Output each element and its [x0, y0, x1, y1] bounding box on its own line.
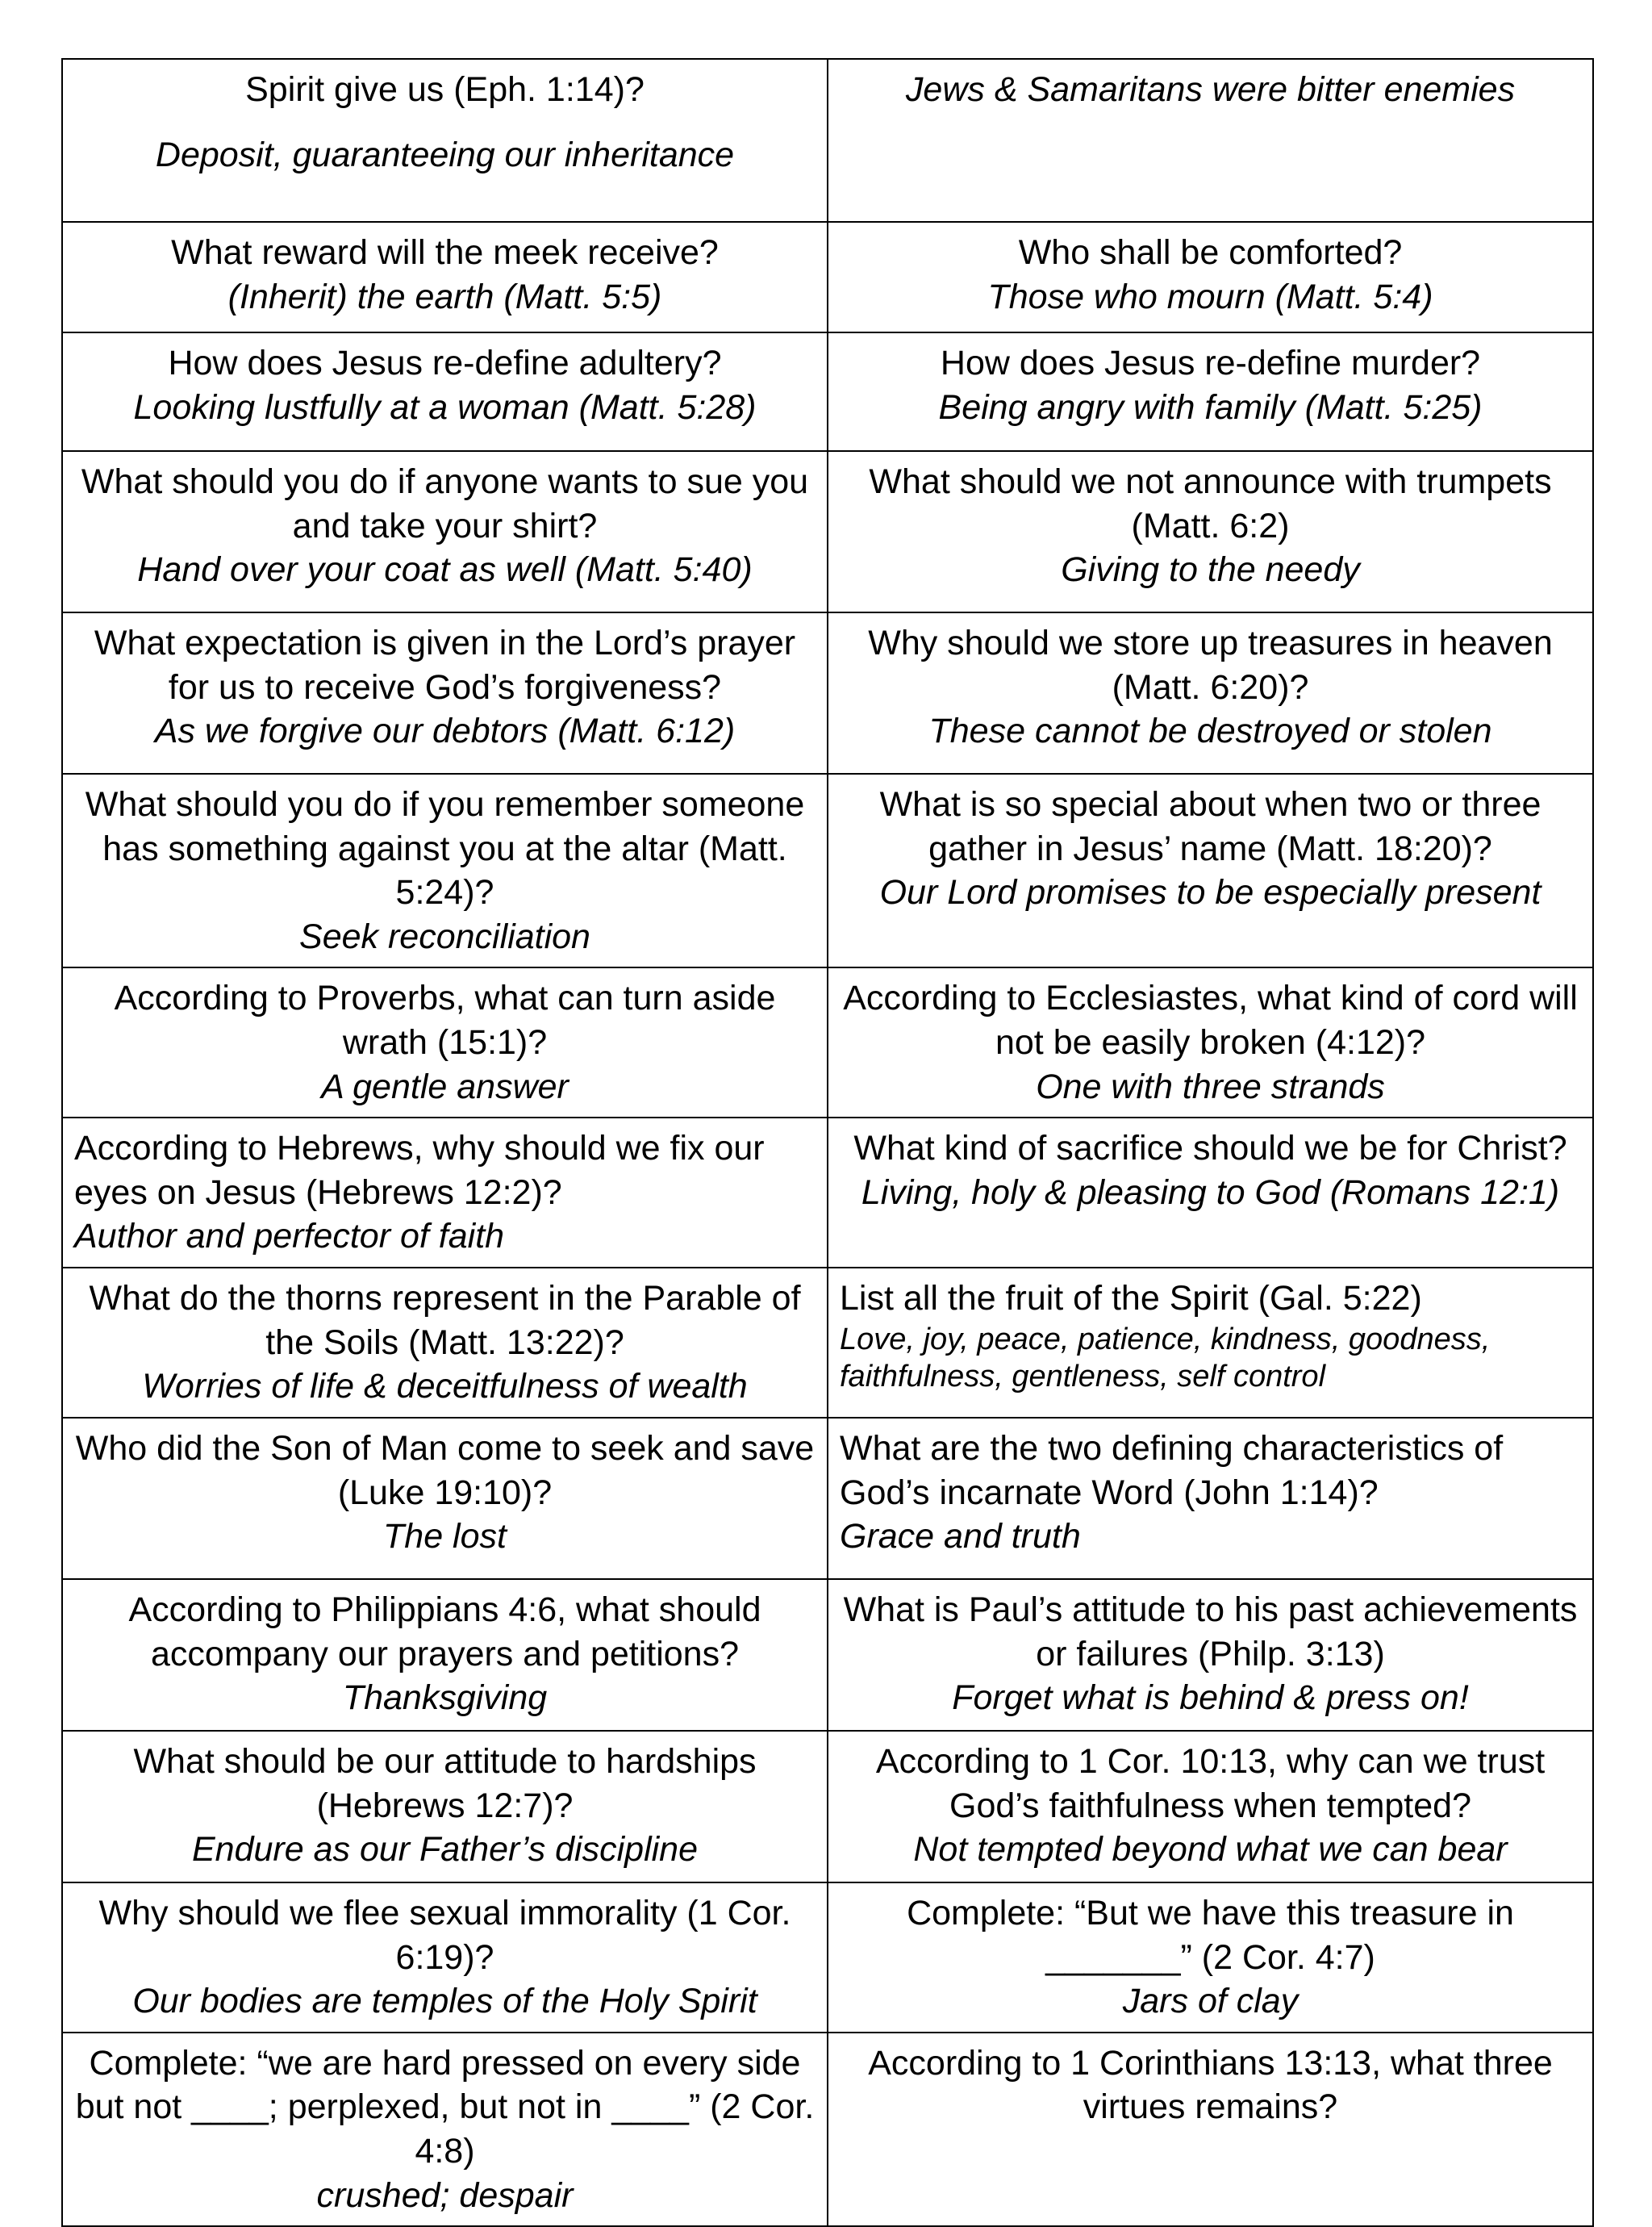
- card-cell-right: [828, 967, 1593, 1118]
- answer-text: Love, joy, peace, patience, kindness, goodness, faithfulness, gentleness, self control: [840, 1322, 1491, 1394]
- answer-text: Endure as our Father’s discipline: [191, 1830, 699, 1870]
- card-cell-right: [828, 59, 1593, 222]
- question-text: List all the fruit of the Spirit (Gal. 5:22): [840, 1279, 1422, 1318]
- question-text: What do the thorns represent in the Parable of the Soils (Matt. 13:22)?: [89, 1279, 801, 1362]
- question-text: What are the two defining characteristics of God’s incarnate Word (John 1:14)?: [840, 1428, 1504, 1512]
- table-row: [62, 774, 1593, 967]
- answer-text: The lost: [383, 1517, 507, 1556]
- card-cell-left: [62, 1418, 828, 1579]
- answer-text: Looking lustfully at a woman (Matt. 5:28): [133, 387, 757, 427]
- answer-text: Living, holy & pleasing to God (Romans 12:1): [861, 1172, 1560, 1212]
- answer-text: Grace and truth: [840, 1517, 1081, 1556]
- flashcard-table: [61, 58, 1594, 2227]
- spacer: [74, 112, 816, 133]
- card-cell-right: [828, 222, 1593, 332]
- question-text: What should you do if anyone wants to sue you and take your shirt?: [81, 462, 809, 545]
- table-row: [62, 1579, 1593, 1731]
- question-text: What should you do if you remember someone has something against you at the altar (Matt. 5:24)?: [85, 785, 805, 913]
- question-text: Why should we flee sexual immorality (1 Cor. 6:19)?: [98, 1893, 791, 1977]
- answer-text: Hand over your coat as well (Matt. 5:40): [137, 550, 753, 590]
- card-cell-left: [62, 222, 828, 332]
- answer-text: Deposit, guaranteeing our inheritance: [155, 135, 735, 174]
- question-text: What kind of sacrifice should we be for Christ?: [853, 1129, 1567, 1168]
- answer-text: One with three strands: [1036, 1067, 1385, 1106]
- answer-text: Our bodies are temples of the Holy Spirit: [132, 1982, 757, 2021]
- answer-text: Our Lord promises to be especially present: [879, 873, 1541, 913]
- card-cell-left: [62, 612, 828, 774]
- card-cell-left: [62, 774, 828, 967]
- table-row: [62, 967, 1593, 1118]
- question-text: According to 1 Corinthians 13:13, what three virtues remains?: [868, 2043, 1553, 2127]
- question-text: Who did the Son of Man come to seek and save (Luke 19:10)?: [75, 1428, 815, 1512]
- table-row: [62, 1418, 1593, 1579]
- answer-text: A gentle answer: [321, 1067, 569, 1106]
- card-cell-right: [828, 1268, 1593, 1418]
- card-cell-left: [62, 59, 828, 222]
- answer-text: Author and perfector of faith: [74, 1217, 505, 1256]
- question-text: What should we not announce with trumpets (Matt. 6:2): [869, 462, 1552, 545]
- card-cell-right: [828, 774, 1593, 967]
- answer-text: Jews & Samaritans were bitter enemies: [905, 70, 1516, 109]
- table-row: [62, 2033, 1593, 2226]
- table-row: [62, 1882, 1593, 2033]
- question-text: What is so special about when two or three gather in Jesus’ name (Matt. 18:20)?: [879, 785, 1541, 868]
- card-cell-left: [62, 1268, 828, 1418]
- question-text: According to Hebrews, why should we fix our eyes on Jesus (Hebrews 12:2)?: [74, 1129, 765, 1212]
- answer-text: Worries of life & deceitfulness of wealth: [142, 1367, 748, 1406]
- card-cell-left: [62, 967, 828, 1118]
- answer-text: Giving to the needy: [1061, 550, 1360, 590]
- card-cell-right: [828, 1579, 1593, 1731]
- card-cell-left: [62, 451, 828, 612]
- card-cell-right: [828, 2033, 1593, 2226]
- table-row: [62, 59, 1593, 222]
- question-text: What should be our attitude to hardships (Hebrews 12:7)?: [133, 1741, 757, 1825]
- answer-text: Being angry with family (Matt. 5:25): [938, 387, 1483, 427]
- question-text: Why should we store up treasures in heaven (Matt. 6:20)?: [868, 624, 1553, 707]
- answer-text: crushed; despair: [316, 2175, 574, 2215]
- card-cell-right: [828, 332, 1593, 451]
- card-cell-right: [828, 612, 1593, 774]
- question-text: According to Philippians 4:6, what should accompany our prayers and petitions?: [128, 1590, 761, 1673]
- table-row: [62, 612, 1593, 774]
- card-cell-right: [828, 1731, 1593, 1882]
- answer-text: (Inherit) the earth (Matt. 5:5): [227, 277, 662, 316]
- answer-text: These cannot be destroyed or stolen: [928, 712, 1492, 751]
- question-text: What reward will the meek receive?: [171, 233, 719, 272]
- table-row: [62, 1731, 1593, 1882]
- answer-text: Forget what is behind & press on!: [952, 1678, 1469, 1718]
- card-cell-left: [62, 1118, 828, 1268]
- question-text: Spirit give us (Eph. 1:14)?: [245, 70, 645, 109]
- table-row: [62, 1118, 1593, 1268]
- question-text: Complete: “we are hard pressed on every side but not ____; perplexed, but not in ____” (2 Cor. 4:8): [75, 2043, 815, 2171]
- table-row: [62, 451, 1593, 612]
- card-cell-right: [828, 1418, 1593, 1579]
- card-cell-left: [62, 1579, 828, 1731]
- answer-text: As we forgive our debtors (Matt. 6:12): [154, 712, 736, 751]
- answer-text: Seek reconciliation: [299, 917, 590, 956]
- table-row: [62, 332, 1593, 451]
- table-row: [62, 222, 1593, 332]
- answer-text: Thanksgiving: [342, 1678, 548, 1718]
- card-cell-left: [62, 1731, 828, 1882]
- question-text: According to Ecclesiastes, what kind of cord will not be easily broken (4:12)?: [843, 979, 1578, 1063]
- card-cell-left: [62, 2033, 828, 2226]
- question-text: According to Proverbs, what can turn aside wrath (15:1)?: [114, 979, 776, 1063]
- card-cell-right: [828, 1882, 1593, 2033]
- card-cell-left: [62, 332, 828, 451]
- card-cell-right: [828, 1118, 1593, 1268]
- question-text: Who shall be comforted?: [1018, 233, 1403, 272]
- card-cell-left: [62, 1882, 828, 2033]
- table-row: [62, 1268, 1593, 1418]
- answer-text: Those who mourn (Matt. 5:4): [987, 277, 1433, 316]
- answer-text: Jars of clay: [1122, 1982, 1299, 2021]
- answer-text: Not tempted beyond what we can bear: [913, 1830, 1508, 1870]
- question-text: How does Jesus re-define adultery?: [168, 344, 722, 382]
- question-text: How does Jesus re-define murder?: [940, 344, 1481, 382]
- question-text: What is Paul’s attitude to his past achievements or failures (Philp. 3:13): [843, 1590, 1578, 1673]
- card-cell-right: [828, 451, 1593, 612]
- question-text: Complete: “But we have this treasure in _______” (2 Cor. 4:7): [907, 1893, 1514, 1977]
- flashcard-rows: [62, 59, 1593, 2226]
- question-text: What expectation is given in the Lord’s prayer for us to receive God’s forgiveness?: [94, 624, 796, 707]
- question-text: According to 1 Cor. 10:13, why can we trust God’s faithfulness when tempted?: [875, 1741, 1546, 1825]
